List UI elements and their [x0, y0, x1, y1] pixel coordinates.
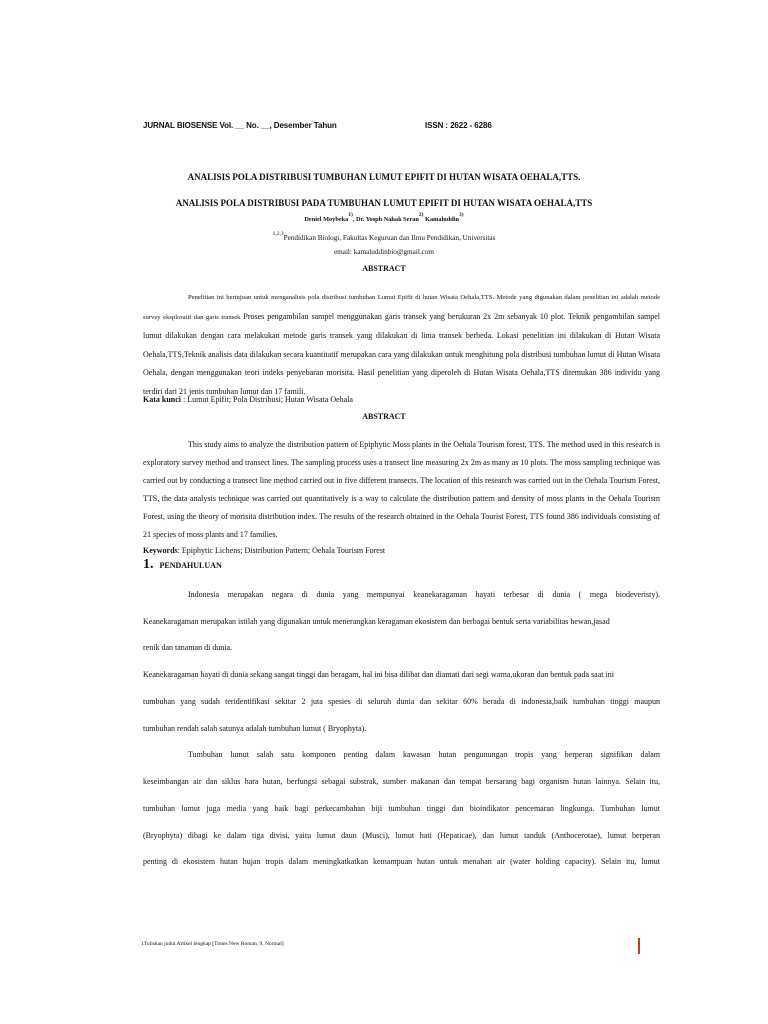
abstract-id-main-part: Proses pengambilan sampel menggunakan garis transek yang berukuran 2x 2m sebanyak 10 plot. Teknik pengambilan sampel lumut dilakukan dengan cara melakukan metode garis transek yang dilakukan di lima transek berbeda. Lokasi penelitian ini dilakukan di Hutan Wisata Oehala,TTS,Teknik analisis data dilakukan secara kuantitatif merupakan cara yang dilakukan untuk menghitung pola distribusi tumbuhan lumut di Hutan Wisata Oehala, dengan menggunakan teori indeks penyebaran morisita. Hasil penelitian yang diperoleh di Hutan Wisata Oehala,TTS ditemukan 386 individu yang terdiri dari 21 jenis tumbuhan lumut dan 17 famili.: [143, 311, 661, 396]
page-number: 1: [141, 941, 144, 947]
cursor-mark: [638, 938, 640, 954]
footer-text: Tuliskan judul Artikel lengkap [Times New Roman, 9, Normal]: [143, 941, 284, 947]
author-3: Kamaluddin: [423, 216, 460, 223]
page-footer: [141, 941, 284, 947]
keywords-en-label: Keywords: [143, 546, 178, 555]
keywords-id-label: Kata kunci: [143, 395, 182, 404]
abstract-heading-en: ABSTRACT: [362, 412, 406, 421]
abstract-id-small-part: Penelitian ini bertujuan untuk menganalisis pola distribusi tumbuhan Lumut Epifit di hutan Wisata Oehala,TTS. Metode yang digunakan dalam penelitian ini adalah metode survey eksploratif dan garis transek: [143, 294, 660, 321]
body-line: Indonesia merupakan negara di dunia yang mempunyai keanekaragaman hayati terbesar di dunia ( mega biodeveristy).: [188, 590, 660, 599]
author-line: [0, 212, 768, 223]
body-line: renik dan tanaman di dunia.: [143, 643, 233, 652]
keywords-id-text: : Lumut Epifit; Pola Distribusi; Hutan Wisata Oehala: [181, 395, 353, 404]
body-line: Tumbuhan lumut salah satu komponen penting dalam kawasan hutan pengunungan tropis yang berperan signifikan dalam: [188, 750, 660, 759]
abstract-heading-id: ABSTRACT: [362, 264, 406, 273]
abstract-text-id: [143, 288, 660, 401]
affiliation-sup: 1,2,3: [272, 231, 284, 237]
author-2-sup: 2): [418, 212, 424, 218]
body-line: keseimbangan air dan siklus hara hutan, berfungsi sebagai substrak, sumber makanan dan tempat bersarang bagi organism hutan lainnya. Selain itu,: [143, 777, 660, 786]
author-2: , Dr. Yosph Nahak Seran: [352, 216, 419, 223]
body-line: Keanekaragaman hayati di dunia sekang sangat tinggi dan beragam, hal ini bisa dilihat dan diamati dari segi warna,ukuran dan bentuk pada saat ini: [143, 670, 614, 679]
body-line: tumbuhan rendah salah satunya adalah tumbuhan lumut ( Bryophyta).: [143, 724, 367, 733]
paper-title-second: ANALISIS POLA DISTRIBUSI PADA TUMBUHAN LUMUT EPIFIT DI HUTAN WISATA OEHALA,TTS: [175, 198, 593, 208]
body-line: tumbuhan lumut juga media yang baik bagi perkecambahan biji tumbuhan tinggi dan bioindikator pencemaran lingkunga. Tumbuhan lumut: [143, 804, 660, 813]
issn-header: ISSN : 2622 - 6286: [425, 121, 492, 130]
author-1: Deniel Moybeka: [304, 216, 349, 223]
author-1-sup: 1): [348, 212, 353, 218]
section-heading: [143, 557, 222, 573]
body-line: (Bryophyta) dibagi ke dalam tiga divisi, yaitu lumut daun (Musci), lumut hati (Hepaticae), dan lumut tanduk (Anthocerotae), lumut berperan: [143, 831, 660, 840]
section-title: PENDAHULUAN: [159, 561, 222, 570]
abstract-text-en: [143, 436, 660, 545]
keywords-id: [143, 395, 353, 404]
paper-title: ANALISIS POLA DISTRIBUSI TUMBUHAN LUMUT EPIFIT DI HUTAN WISATA OEHALA,TTS.: [187, 172, 581, 182]
author-3-sup: 3): [459, 212, 464, 218]
body-line: Keanekaragaman merupakan istilah yang digunakan untuk menerangkan keragaman ekosistem dan berbagai bentuk serta variabilitas hewan,jasad: [143, 617, 610, 626]
journal-header: JURNAL BIOSENSE Vol. __ No. __, Desember Tahun: [143, 121, 337, 130]
author-email: email: kamaluddinbio@gmail.com: [333, 248, 435, 256]
section-number: 1.: [143, 557, 154, 572]
body-line: tumbuhan yang sudah teridentifikasi sekitar 2 juta spesies di seluruh dunia dan sekitar 60% berada di indonesia,baik tumbuhan tinggi maupun: [143, 697, 660, 706]
keywords-en-text: : Epiphytic Lichens; Distribution Pattern; Oehala Tourism Forest: [177, 546, 386, 555]
body-line: penting di ekosistem hutan hujan tropis dalam meningkatkatkan kemampuan hutan untuk menahan air (water holding capacity). Selain itu, lumut: [143, 857, 660, 866]
affiliation: [0, 231, 768, 242]
keywords-en: [143, 546, 385, 555]
affiliation-text: Pendidikan Biologi, Fakultas Keguruan dan Ilmu Pendidikan, Universitas: [283, 234, 496, 242]
abstract-en-paragraph: This study aims to analyze the distribution pattern of Epiphytic Moss plants in the Oehala Tourism forest, TTS. The method used in this research is exploratory survey method and transect lines. The sampling process uses a transect line measuring 2x 2m as many as 10 plots. The moss sampling technique was carried out by conducting a transect line method carried out in five different transects. The location of this research was carried out in the Oehala Tourism Forest, TTS, the data analysis technique was carried out quantitatively is a way to calculate the distribution pattern and density of moss plants in the Oehala Tourism Forest, using the theory of morisita distribution index. The results of the research obtained in the Oehala Tourist Forest, TTS found 386 individuals consisting of 21 species of moss plants and 17 families.: [143, 440, 660, 540]
